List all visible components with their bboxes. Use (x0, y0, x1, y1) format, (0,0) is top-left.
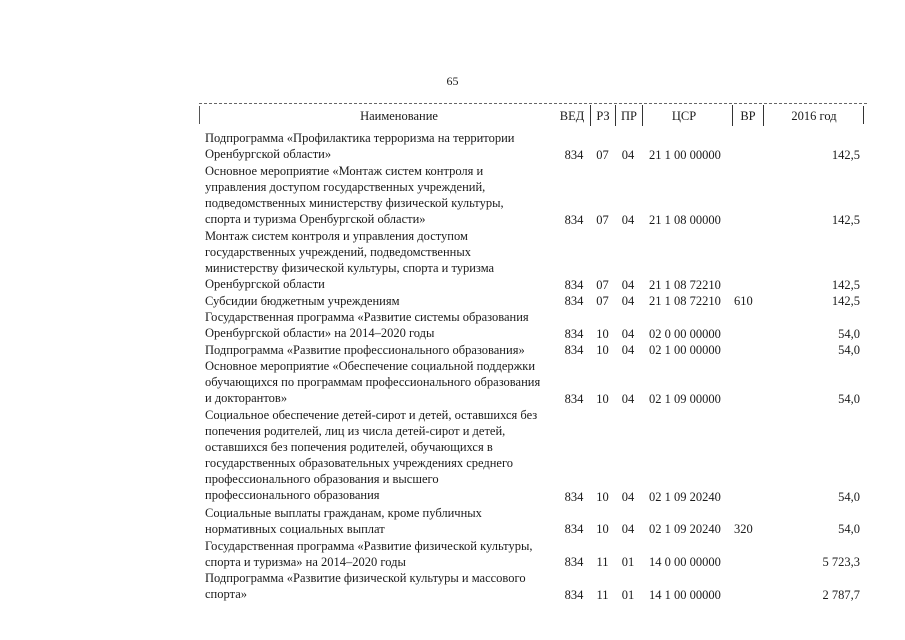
row-name-line: Подпрограмма «Профилактика терроризма на территории (205, 131, 515, 145)
row-name (205, 505, 550, 537)
row-csr: 21 1 08 72210 (649, 294, 721, 309)
row-name-line: спорта и туризма Оренбургской области» (205, 211, 426, 226)
row-amount: 54,0 (838, 326, 860, 341)
row-ved: 834 (564, 147, 584, 162)
row-rz: 11 (596, 555, 609, 570)
table-row (0, 407, 905, 505)
header-year: 2016 год (791, 109, 837, 123)
row-name (205, 293, 550, 309)
table-row (0, 228, 905, 293)
row-amount: 5 723,3 (822, 555, 860, 570)
row-pr: 04 (621, 392, 635, 407)
row-name-line: профессионального образования (205, 488, 380, 503)
row-name-line: спорта» (205, 587, 247, 602)
row-csr: 21 1 00 00000 (649, 147, 721, 162)
page-number: 65 (446, 74, 459, 88)
row-ved: 834 (564, 212, 584, 227)
row-ved: 834 (564, 343, 584, 358)
row-rz: 10 (596, 522, 609, 537)
row-rz: 07 (596, 212, 609, 227)
table-row (0, 163, 905, 228)
row-name-line: Оренбургской области» (205, 147, 332, 161)
table-row (0, 358, 905, 407)
row-csr: 02 1 09 00000 (649, 392, 721, 407)
header-pr: ПР (615, 105, 643, 126)
row-ved: 834 (564, 522, 584, 537)
row-csr: 21 1 08 72210 (649, 277, 721, 292)
row-name-line: нормативных социальных выплат (205, 521, 385, 536)
row-pr: 01 (621, 587, 635, 602)
row-ved: 834 (564, 294, 584, 309)
row-name-line: Монтаж систем контроля и управления доступом (205, 228, 468, 243)
table-row (0, 293, 905, 309)
table-row (0, 309, 905, 342)
row-name-line: Основное мероприятие «Обеспечение социальной поддержки (205, 359, 536, 374)
row-name-line: профессионального образования и высшего (205, 472, 439, 487)
header-right-edge (863, 106, 866, 124)
row-vr: 610 (734, 294, 753, 309)
row-name-line: спорта и туризма» на 2014–2020 годы (205, 554, 406, 569)
row-pr: 04 (621, 294, 635, 309)
row-csr: 14 0 00 00000 (649, 555, 721, 570)
row-amount: 54,0 (838, 343, 860, 358)
row-name (205, 407, 550, 503)
header-left-edge (199, 106, 202, 124)
row-pr: 04 (621, 326, 635, 341)
row-pr: 04 (621, 212, 635, 227)
row-ved: 834 (564, 326, 584, 341)
row-rz: 11 (596, 587, 609, 602)
row-pr: 04 (621, 147, 635, 162)
header-vr: ВР (732, 105, 764, 126)
row-name (205, 358, 550, 406)
row-name-line: Государственная программа «Развитие физической культуры, (205, 538, 533, 553)
row-name-line: государственных образовательных учреждениях среднего (205, 456, 514, 471)
row-csr: 02 1 09 20240 (649, 522, 721, 537)
row-csr: 21 1 08 00000 (649, 212, 721, 227)
row-name-line: Социальное обеспечение детей-сирот и детей, оставшихся без (205, 408, 538, 423)
row-pr: 04 (621, 522, 635, 537)
row-rz: 07 (596, 294, 609, 309)
row-name (205, 309, 550, 341)
row-name-line: Социальные выплаты гражданам, кроме публичных (205, 505, 482, 520)
row-csr: 02 1 09 20240 (649, 489, 721, 504)
row-ved: 834 (564, 587, 584, 602)
table-row (0, 570, 905, 603)
header-name: Наименование (360, 109, 438, 123)
row-amount: 142,5 (831, 212, 860, 227)
header-top-rule (199, 103, 867, 104)
row-csr: 14 1 00 00000 (649, 587, 721, 602)
row-amount: 2 787,7 (822, 587, 860, 602)
table-row (0, 538, 905, 571)
row-rz: 10 (596, 392, 609, 407)
row-name (205, 342, 550, 358)
header-csr: ЦСР (671, 109, 697, 123)
row-rz: 10 (596, 326, 609, 341)
row-pr: 04 (621, 277, 635, 292)
row-name-line: попечения родителей, лиц из числа детей-сирот и детей, (205, 424, 506, 439)
row-name-line: Субсидии бюджетным учреждениям (205, 294, 400, 308)
row-name-line: Государственная программа «Развитие системы образования (205, 310, 529, 325)
row-amount: 54,0 (838, 489, 860, 504)
row-name (205, 570, 550, 602)
row-rz: 10 (596, 489, 609, 504)
table-header (199, 103, 867, 129)
row-ved: 834 (564, 489, 584, 504)
row-rz: 10 (596, 343, 609, 358)
row-name-line: обучающихся по программам профессионального образования (205, 375, 541, 390)
table-row (0, 130, 905, 163)
row-name-line: Подпрограмма «Развитие профессионального образования» (205, 342, 525, 357)
row-name-line: оставшихся без попечения родителей, обучающихся в (205, 440, 493, 455)
row-name-line: управления доступом государственных учреждений, (205, 179, 486, 194)
row-name-line: подведомственных министерству физической культуры, (205, 195, 504, 210)
row-vr: 320 (734, 522, 753, 537)
row-amount: 142,5 (831, 147, 860, 162)
row-name (205, 228, 550, 292)
row-name-line: Основное мероприятие «Монтаж систем контроля и (205, 163, 484, 178)
row-csr: 02 1 00 00000 (649, 343, 721, 358)
row-name-line: государственных учреждений, подведомственных (205, 244, 471, 259)
row-amount: 54,0 (838, 392, 860, 407)
table-row (0, 342, 905, 358)
row-amount: 142,5 (831, 294, 860, 309)
row-csr: 02 0 00 00000 (649, 326, 721, 341)
row-name-line: Оренбургской области (205, 276, 325, 291)
row-name-line: и докторантов» (205, 391, 288, 406)
row-pr: 04 (621, 343, 635, 358)
row-name (205, 538, 550, 570)
row-rz: 07 (596, 277, 609, 292)
row-pr: 04 (621, 489, 635, 504)
row-ved: 834 (564, 392, 584, 407)
header-ved: ВЕД (559, 109, 585, 123)
row-name-line: министерству физической культуры, спорта и туризма (205, 260, 495, 275)
table-row (0, 505, 905, 538)
row-pr: 01 (621, 555, 635, 570)
row-name-line: Оренбургской области» на 2014–2020 годы (205, 326, 435, 341)
row-name (205, 130, 550, 162)
row-ved: 834 (564, 277, 584, 292)
header-rz: РЗ (590, 105, 616, 126)
row-amount: 54,0 (838, 522, 860, 537)
row-rz: 07 (596, 147, 609, 162)
row-amount: 142,5 (831, 277, 860, 292)
row-ved: 834 (564, 555, 584, 570)
row-name-line: Подпрограмма «Развитие физической культуры и массового (205, 571, 526, 586)
row-name (205, 163, 550, 227)
